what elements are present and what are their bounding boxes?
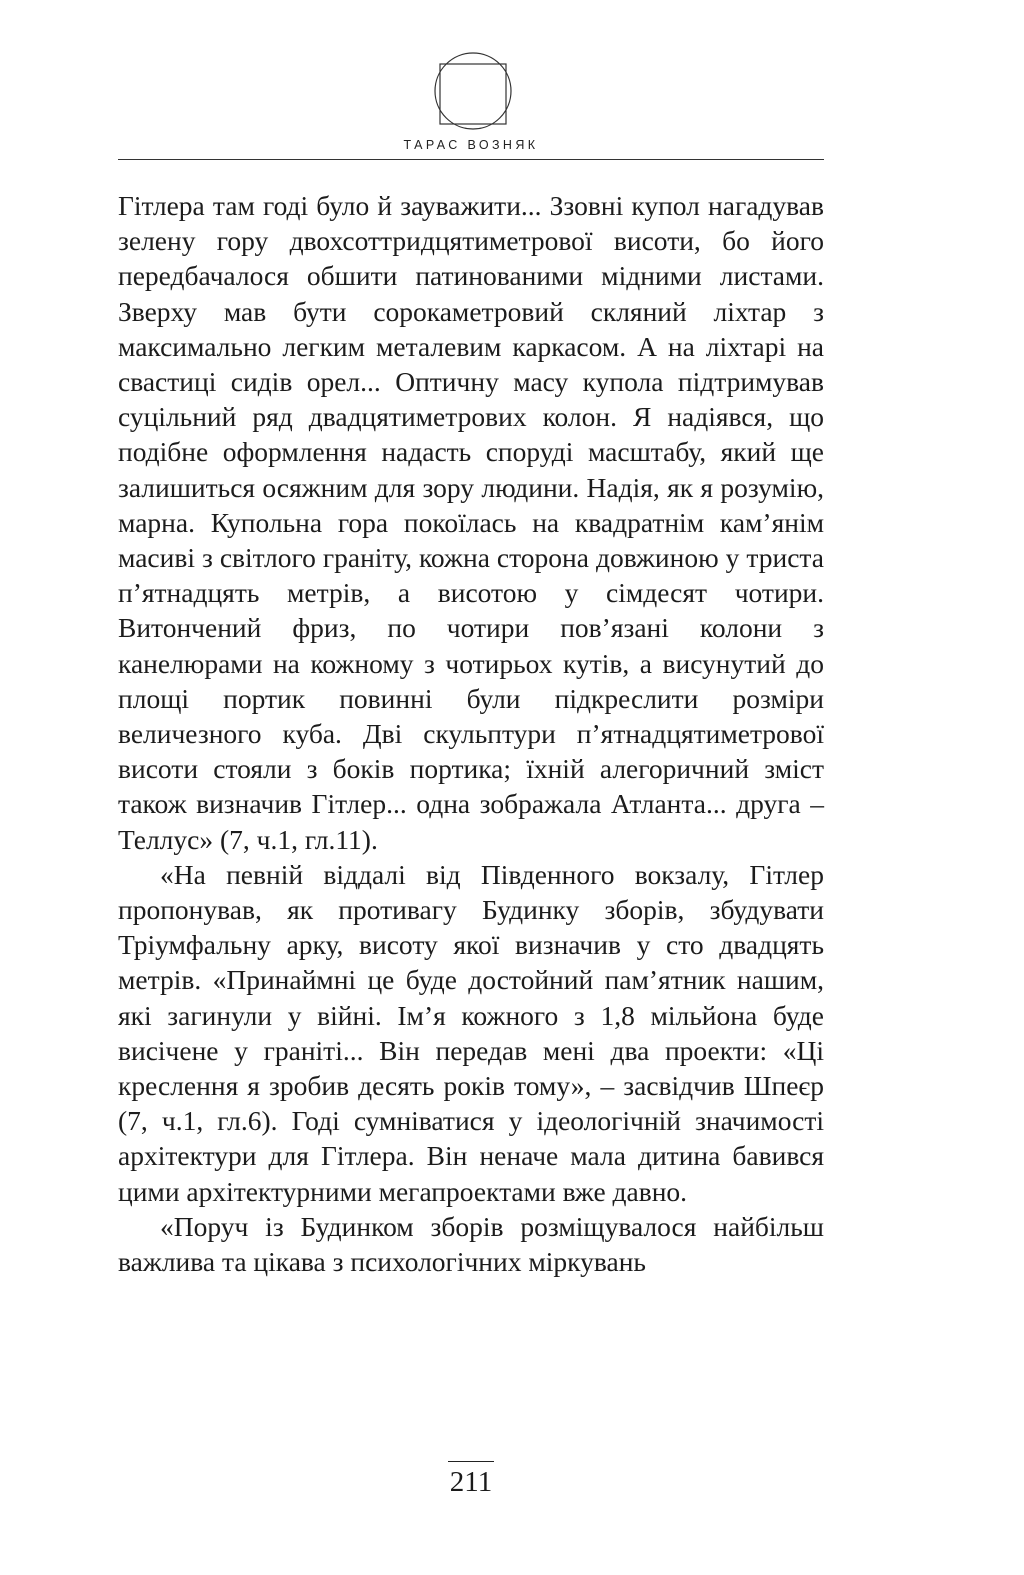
circle-square-emblem-icon [432,50,514,132]
paragraph-2: «На певній віддалі від Південного вокзалу, Гітлер пропонував, як противагу Будинку зборів, збудувати Тріумфальну арку, висоту якої визначив у сто двадцять метрів. «Принаймні це буде достойний пам’ятник нашим, які загинули у війні. Ім’я кожного з 1,8 мільйона буде висічене у граніті... Він передав мені два проекти: «Ці креслення я зробив десять років тому», – засвідчив Шпеєр (7, ч.1, гл.6). Годі сумніватися у ідеологічній значимості архітектури для Гітлера. Він неначе мала дитина бавився цими архітектурними мегапроектами вже давно. [118,858,824,1207]
page-number-container [118,1461,824,1499]
header-divider [118,159,824,160]
page-number: 211 [448,1461,494,1499]
running-header-author: ТАРАС ВОЗНЯК [403,138,539,152]
paragraph-3: «Поруч із Будинком зборів розміщувалося найбільш важлива та цікава з психологічних міркувань [118,1210,824,1278]
body-text [118,188,824,1279]
paragraph-1: Гітлера там годі було й зауважити... Ззовні купол нагадував зелену гору двохсоттридцятиметрової висоти, бо його передбачалося обшити патинованими мідними листами. Зверху мав бути сорокаметровий скляний ліхтар з максимально легким металевим каркасом. А на ліхтарі на свастиці сидів орел... Оптичну масу купола підтримував суцільний ряд двадцятиметрових колон. Я надіявся, що подібне оформлення надасть споруді масштабу, який ще залишиться осяжним для зору людини. Надія, як я розумію, марна. Купольна гора покоїлась на квадратнім кам’янім масиві з світлого граніту, кожна сторона довжиною у триста п’ятнадцять метрів, а висотою у сімдесят чотири. Витончений фриз, по чотири пов’язані колони з канелюрами на кожному з чотирьох кутів, а висунутий до площі портик повинні були підкреслити розміри величезного куба. Дві скульптури п’ятнадцятиметрової висоти стояли з боків портика; їхній алегоричний зміст також визначив Гітлер... одна зображала Атланта... друга – Теллус» (7, ч.1, гл.11). [118,190,824,855]
